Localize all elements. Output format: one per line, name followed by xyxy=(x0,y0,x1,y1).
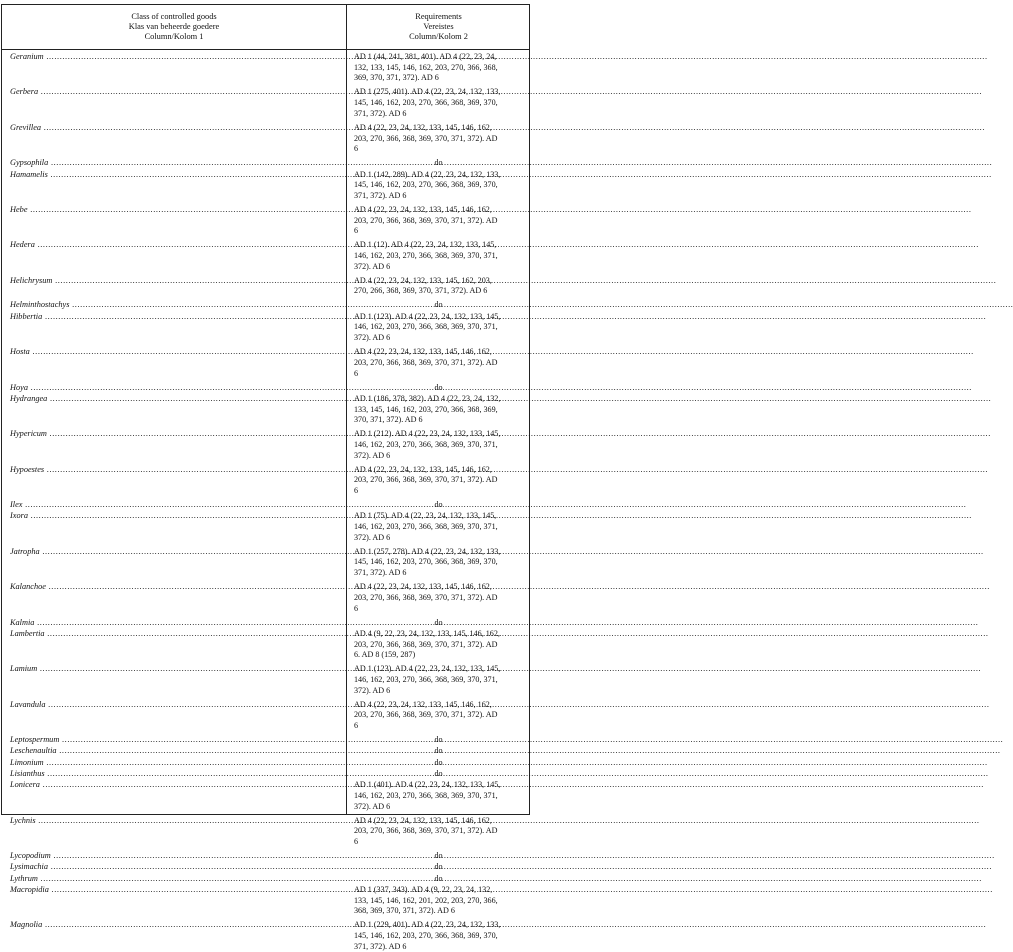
goods-class-name: Gypsophila ..... xyxy=(10,158,340,169)
goods-class-name: Ixora ..... xyxy=(10,511,340,522)
header-col1-line-2: Klas van beheerde goedere xyxy=(128,22,220,31)
requirement-text xyxy=(354,87,528,119)
requirement-line: AD 1 (123). AD 4 (22, 23, 24, 132, 133, 145, xyxy=(354,664,501,674)
requirement-text xyxy=(354,205,528,237)
goods-class-name: Gerbera ..... xyxy=(10,87,340,98)
goods-class-name: Leptospermum ..... xyxy=(10,735,340,746)
goods-class-name: Hoya ..... xyxy=(10,383,340,394)
requirement-text xyxy=(347,769,530,780)
requirement-line: 203, 270, 366, 368, 369, 370, 371, 372). AD xyxy=(354,826,498,836)
requirement-text xyxy=(347,758,530,769)
goods-class-name: Lisianthus ..... xyxy=(10,769,340,780)
requirement-line: 146, 162, 203, 270, 366, 368, 369, 370, 371, xyxy=(354,522,498,531)
requirement-line: 6 xyxy=(354,837,359,846)
requirement-text xyxy=(354,429,528,461)
goods-class-name: Limonium ..... xyxy=(10,758,340,769)
requirement-line: AD 4 (22, 23, 24, 132, 133, 145, 146, 162, xyxy=(354,204,492,214)
requirement-line: 6 xyxy=(354,486,359,495)
goods-class-name: Leschenaultia ..... xyxy=(10,746,340,757)
goods-class-name: Hibbertia ..... xyxy=(10,312,340,323)
requirement-line: do xyxy=(434,382,443,392)
table-header xyxy=(2,5,529,50)
requirement-line: 146, 162, 203, 270, 366, 368, 369, 370, 371, xyxy=(354,322,498,332)
requirement-line: 372). AD 6 xyxy=(354,333,391,343)
requirement-line: 372). AD 6 xyxy=(354,685,391,695)
requirement-text xyxy=(347,851,530,862)
requirement-line: 369, 370, 371, 372). AD 6 xyxy=(354,73,439,83)
requirement-text xyxy=(354,629,528,661)
requirement-line: 270, 266, 368, 369, 370, 371, 372). AD 6 xyxy=(354,286,488,296)
requirement-line: AD 1 (12). AD 4 (22, 23, 24, 132, 133, 145, xyxy=(354,240,497,250)
requirement-line: 372). AD 6 xyxy=(354,532,391,542)
requirement-text xyxy=(354,394,528,426)
goods-class-name: Lythrum ..... xyxy=(10,874,340,885)
requirement-line: 145, 146, 162, 203, 270, 366, 368, 369, 370, xyxy=(354,557,498,567)
requirement-line: 133, 145, 146, 162, 203, 270, 366, 368, 369, xyxy=(354,404,498,414)
requirement-text xyxy=(347,383,530,394)
requirement-line: do xyxy=(434,873,443,883)
header-col1-line-1: Class of controlled goods xyxy=(131,12,217,21)
requirement-line: 6 xyxy=(354,226,359,236)
requirement-line: do xyxy=(434,746,443,756)
requirement-text xyxy=(347,746,530,757)
requirement-line: 203, 270, 366, 368, 369, 370, 371, 372). AD xyxy=(354,133,498,143)
requirement-line: AD 1 (44, 241, 381, 401). AD 4 (22, 23, 24, xyxy=(354,52,497,61)
controlled-goods-table xyxy=(1,4,530,951)
requirement-line: 371, 372). AD 6 xyxy=(354,568,407,578)
requirement-text xyxy=(354,920,528,952)
requirement-line: 372). AD 6 xyxy=(354,801,391,811)
goods-class-name: Hypoestes ..... xyxy=(10,465,340,476)
requirement-text xyxy=(354,816,528,848)
goods-class-name: Magnolia ..... xyxy=(10,920,340,931)
goods-class-name: Helichrysum ..... xyxy=(10,276,340,287)
requirement-line: AD 4 (22, 23, 24, 132, 133, 145, 146, 162, xyxy=(354,815,492,825)
requirement-text xyxy=(354,347,528,379)
requirement-text xyxy=(347,874,530,885)
requirement-text xyxy=(354,700,528,732)
goods-class-name: Lycopodium ..... xyxy=(10,851,340,862)
requirement-line: 372). AD 6 xyxy=(354,450,391,460)
requirement-text xyxy=(354,547,528,579)
requirement-text xyxy=(354,465,528,497)
goods-class-name: Grevillea ..... xyxy=(10,123,340,134)
requirement-line: 6 xyxy=(354,144,359,154)
requirement-line: 146, 162, 203, 270, 366, 368, 369, 370, 371, xyxy=(354,674,498,684)
header-column-1 xyxy=(2,5,346,49)
requirement-text xyxy=(347,618,530,629)
requirement-line: do xyxy=(434,862,443,872)
requirement-line: AD 1 (401). AD 4 (22, 23, 24, 132, 133, 145, xyxy=(354,780,501,790)
requirement-text xyxy=(347,500,530,511)
requirement-line: 146, 162, 203, 270, 366, 368, 369, 370, 371, xyxy=(354,439,498,449)
requirement-text xyxy=(354,664,528,696)
requirement-line: 145, 146, 162, 203, 270, 366, 368, 369, 370, xyxy=(354,931,498,940)
requirement-line: AD 1 (257, 278). AD 4 (22, 23, 24, 132, 133, xyxy=(354,546,501,556)
requirement-line: AD 1 (212). AD 4 (22, 23, 24, 132, 133, 145, xyxy=(354,429,501,439)
requirement-line: AD 1 (275, 401). AD 4 (22, 23, 24, 132, 133, xyxy=(354,87,501,97)
requirement-line: 6 xyxy=(354,721,359,730)
requirement-text xyxy=(347,158,530,169)
requirement-text xyxy=(354,170,528,202)
header-col2-line-3: Column/Kolom 2 xyxy=(409,32,468,41)
requirement-line: 6 xyxy=(354,368,359,378)
requirement-text xyxy=(354,123,528,155)
goods-class-name: Geranium ..... xyxy=(10,52,340,63)
requirement-line: AD 4 (9, 22, 23, 24, 132, 133, 145, 146, 162, xyxy=(354,628,500,638)
goods-class-name: Hosta ..... xyxy=(10,347,340,358)
header-col2-line-1: Requirements xyxy=(415,12,462,21)
goods-class-name: Hedera ..... xyxy=(10,240,340,251)
requirement-text xyxy=(354,52,528,84)
requirement-line: AD 4 (22, 23, 24, 132, 133, 145, 146, 162, xyxy=(354,464,492,474)
requirement-line: do xyxy=(434,617,443,627)
requirement-text xyxy=(347,300,530,311)
requirement-line: AD 4 (22, 23, 24, 132, 133, 145, 146, 162, xyxy=(354,699,492,709)
requirement-line: 203, 270, 366, 368, 369, 370, 371, 372). AD xyxy=(354,215,498,225)
requirement-text xyxy=(347,735,530,746)
requirement-line: 6. AD 8 (159, 287) xyxy=(354,650,416,660)
requirement-line: 146, 162, 203, 270, 366, 368, 369, 370, 371, xyxy=(354,251,498,260)
goods-class-name: Kalanchoe ..... xyxy=(10,582,340,593)
requirement-text xyxy=(354,511,528,543)
requirement-line: do xyxy=(434,735,443,744)
requirement-line: AD 4 (22, 23, 24, 132, 133, 145, 146, 162, xyxy=(354,347,492,357)
requirement-line: 132, 133, 145, 146, 162, 203, 270, 366, 368, xyxy=(354,62,498,72)
requirement-text xyxy=(354,885,528,917)
requirement-line: 203, 270, 366, 368, 369, 370, 371, 372). AD xyxy=(354,592,498,602)
requirement-line: 145, 146, 162, 203, 270, 366, 368, 369, 370, xyxy=(354,180,498,190)
goods-class-name: Lamium ..... xyxy=(10,664,340,675)
goods-class-name: Hydrangea ..... xyxy=(10,394,340,405)
requirement-line: do xyxy=(434,158,443,168)
requirement-line: 146, 162, 203, 270, 366, 368, 369, 370, 371, xyxy=(354,790,498,800)
goods-class-name: Hypericum ..... xyxy=(10,429,340,440)
goods-class-name: Hamamelis ..... xyxy=(10,170,340,181)
requirement-text xyxy=(347,862,530,873)
requirement-line: do xyxy=(434,757,443,767)
requirement-line: do xyxy=(434,768,443,778)
goods-class-name: Lysimachia ..... xyxy=(10,862,340,873)
requirement-text xyxy=(354,240,528,272)
goods-class-name: Ilex ..... xyxy=(10,500,340,511)
requirement-line: 371, 372). AD 6 xyxy=(354,941,407,951)
requirement-text xyxy=(354,312,528,344)
requirement-line: AD 1 (186, 378, 382). AD 4 (22, 23, 24, 132, xyxy=(354,393,501,403)
goods-class-name: Hebe ..... xyxy=(10,205,340,216)
requirement-line: 368, 369, 370, 371, 372). AD 6 xyxy=(354,906,455,916)
requirement-line: AD 1 (229, 401). AD 4 (22, 23, 24, 132, 133, xyxy=(354,920,501,930)
requirement-line: do xyxy=(434,851,443,860)
requirement-line: 203, 270, 366, 368, 369, 370, 371, 372). AD xyxy=(354,710,498,720)
requirement-line: 145, 146, 162, 203, 270, 366, 368, 369, 370, xyxy=(354,98,498,108)
goods-class-name: Jatropha ..... xyxy=(10,547,340,558)
requirement-text xyxy=(354,276,528,297)
requirement-line: 203, 270, 366, 368, 369, 370, 371, 372). AD xyxy=(354,357,498,367)
requirement-text xyxy=(354,780,528,812)
requirement-line: AD 4 (22, 23, 24, 132, 133, 145, 162, 203, xyxy=(354,275,492,285)
requirement-line: AD 4 (22, 23, 24, 132, 133, 145, 146, 162, xyxy=(354,122,492,132)
requirement-line: 203, 270, 366, 368, 369, 370, 371, 372). AD xyxy=(354,639,498,649)
header-column-2 xyxy=(347,5,530,49)
requirement-line: AD 4 (22, 23, 24, 132, 133, 145, 146, 162, xyxy=(354,582,492,592)
requirement-line: 133, 145, 146, 162, 201, 202, 203, 270, 366, xyxy=(354,895,498,905)
requirement-line: 371, 372). AD 6 xyxy=(354,108,407,118)
goods-class-name: Macropidia ..... xyxy=(10,885,340,896)
requirement-text xyxy=(354,582,528,614)
goods-class-name: Helminthostachys ..... xyxy=(10,300,340,311)
requirement-line: 6 xyxy=(354,603,359,613)
header-col1-line-3: Column/Kolom 1 xyxy=(144,32,204,41)
goods-class-name: Lonicera ..... xyxy=(10,780,340,791)
requirement-line: do xyxy=(434,500,443,509)
goods-class-name: Lambertia ..... xyxy=(10,629,340,640)
requirement-line: AD 1 (123). AD 4 (22, 23, 24, 132, 133, 145, xyxy=(354,311,501,321)
requirement-line: 203, 270, 366, 368, 369, 370, 371, 372). AD xyxy=(354,475,498,485)
requirement-line: 372). AD 6 xyxy=(354,261,391,271)
goods-class-name: Lavandula ..... xyxy=(10,700,340,711)
header-col2-line-2: Vereistes xyxy=(423,22,454,31)
goods-class-name: Lychnis ..... xyxy=(10,816,340,827)
requirement-line: AD 1 (75). AD 4 (22, 23, 24, 132, 133, 145, xyxy=(354,511,497,521)
requirement-line: AD 1 (142, 289). AD 4 (22, 23, 24, 132, 133, xyxy=(354,169,501,179)
requirement-line: 371, 372). AD 6 xyxy=(354,190,407,200)
goods-class-name: Kalmia ..... xyxy=(10,618,340,629)
requirement-line: do xyxy=(434,300,443,310)
requirement-line: 370, 371, 372). AD 6 xyxy=(354,415,423,425)
requirement-line: AD 1 (337, 343). AD 4 (9, 22, 23, 24, 132, xyxy=(354,884,493,894)
